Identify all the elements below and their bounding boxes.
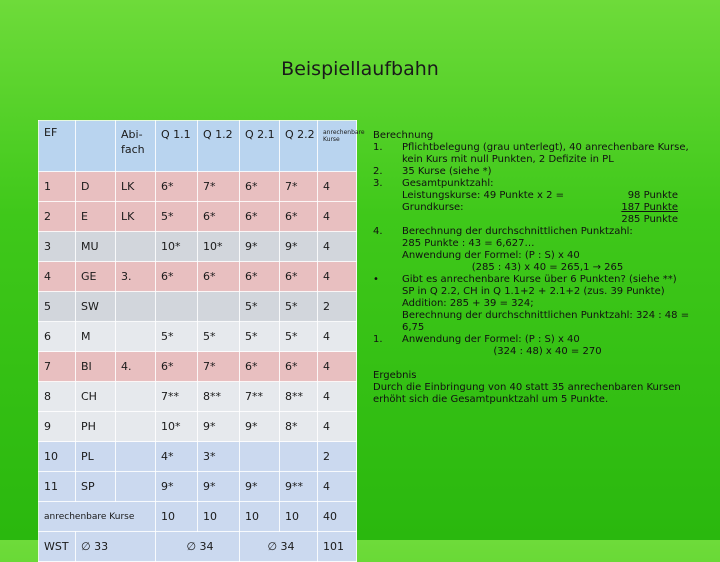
table-cell: 4.	[116, 352, 156, 382]
calc-text: Berechnung der durchschnittlichen Punktzahl:	[402, 226, 633, 237]
table-cell: 8*	[280, 412, 318, 442]
table-cell: 6*	[198, 202, 240, 232]
table-cell: ∅ 34	[240, 532, 318, 562]
table-cell: 3*	[198, 442, 240, 472]
header-ef: EF	[39, 121, 76, 172]
table-cell	[116, 412, 156, 442]
result-text: Durch die Einbringung von 40 statt 35 anrechenbaren Kursen erhöht sich die Gesamtpunktzahl um 5 Punkte.	[373, 382, 681, 405]
table-cell: 4	[318, 382, 357, 412]
table-cell: 6*	[240, 172, 280, 202]
lk-label: Leistungskurse: 49 Punkte x 2 =	[402, 190, 565, 201]
table-cell: 7*	[198, 172, 240, 202]
table-cell: 6*	[280, 352, 318, 382]
table-cell: E	[76, 202, 116, 232]
table-row	[39, 232, 357, 262]
table-cell: GE	[76, 262, 116, 292]
table-cell: WST	[39, 532, 76, 562]
table-cell: LK	[116, 202, 156, 232]
calc-line: (285 : 43) x 40 = 265,1 → 265	[471, 262, 624, 273]
table-row	[39, 442, 357, 472]
table-cell: 5	[39, 292, 76, 322]
calc-line: Berechnung der durchschnittlichen Punktzahl: 324 : 48 = 6,75	[402, 310, 690, 333]
calc-line: (324 : 48) x 40 = 270	[493, 346, 602, 357]
table-cell: 10	[280, 502, 318, 532]
table-cell: 6*	[280, 202, 318, 232]
table-cell: MU	[76, 232, 116, 262]
gk-value: 187 Punkte	[621, 202, 678, 213]
table-row	[39, 202, 357, 232]
table-cell: 5*	[280, 292, 318, 322]
table-cell: 10*	[156, 412, 198, 442]
table-cell	[240, 442, 280, 472]
table-cell: LK	[116, 172, 156, 202]
table-cell: 40	[318, 502, 357, 532]
table-cell: 9*	[198, 412, 240, 442]
table-cell: 9*	[240, 472, 280, 502]
table-cell: 6*	[240, 202, 280, 232]
table-cell: 9*	[156, 472, 198, 502]
calc-text: Pflichtbelegung (grau unterlegt), 40 anrechenbare Kurse, kein Kurs mit null Punkten, 2 Defizite in PL	[402, 142, 689, 165]
table-cell: 6*	[156, 172, 198, 202]
lk-value: 98 Punkte	[627, 190, 678, 201]
table-cell: 10	[39, 442, 76, 472]
course-table	[38, 120, 365, 562]
calc-line: SP in Q 2.2, CH in Q 1.1+2 + 2.1+2 (zus. 39 Punkte)	[402, 286, 665, 297]
table-cell: BI	[76, 352, 116, 382]
calc-text: Anwendung der Formel: (P : S) x 40	[402, 334, 580, 345]
table-cell: 4	[318, 352, 357, 382]
table-cell: 7**	[240, 382, 280, 412]
table-cell: 4	[318, 202, 357, 232]
table-header-row	[39, 121, 357, 172]
table-cell: 8**	[280, 382, 318, 412]
result-heading: Ergebnis	[373, 370, 417, 381]
table-cell: ∅ 33	[76, 532, 156, 562]
total-value: 285 Punkte	[621, 214, 678, 225]
header-q21: Q 2.1	[240, 121, 280, 172]
header-q11: Q 1.1	[156, 121, 198, 172]
page-title: Beispiellaufbahn	[281, 58, 439, 80]
calc-item-4	[373, 226, 693, 238]
table-cell: 6*	[156, 352, 198, 382]
calc-item-1	[373, 142, 693, 166]
table-cell: 8	[39, 382, 76, 412]
calc-num: 4.	[373, 226, 383, 237]
calc-gk-line	[373, 202, 693, 214]
calc-text: Gibt es anrechenbare Kurse über 6 Punkten? (siehe **)	[402, 274, 677, 285]
table-row	[39, 292, 357, 322]
calc-line: 285 Punkte : 43 = 6,627…	[402, 238, 535, 249]
table-sum-row	[39, 502, 357, 532]
course-table-body	[39, 121, 365, 562]
table-cell: CH	[76, 382, 116, 412]
table-cell: 9*	[198, 472, 240, 502]
calc-item-6	[373, 334, 693, 346]
table-cell: 10	[240, 502, 280, 532]
table-row	[39, 472, 357, 502]
table-cell: 3	[39, 232, 76, 262]
calc-text: Gesamtpunktzahl:	[402, 178, 494, 189]
gk-label: Grundkurse:	[402, 202, 464, 213]
table-cell: 6*	[156, 262, 198, 292]
table-cell: M	[76, 322, 116, 352]
table-cell	[116, 292, 156, 322]
calc-num: 1.	[373, 142, 383, 153]
table-row	[39, 382, 357, 412]
table-cell	[116, 382, 156, 412]
table-row	[39, 262, 357, 292]
table-cell: 9*	[280, 232, 318, 262]
bullet: •	[373, 274, 379, 285]
table-cell	[116, 472, 156, 502]
calc-item-2	[373, 166, 693, 178]
table-cell: 6*	[240, 262, 280, 292]
table-cell: 4	[318, 412, 357, 442]
calc-heading: Berechnung	[373, 130, 434, 141]
table-row	[39, 412, 357, 442]
table-cell: 10	[156, 502, 198, 532]
table-cell: 5*	[240, 322, 280, 352]
table-cell: D	[76, 172, 116, 202]
table-cell: 5*	[156, 202, 198, 232]
table-cell: 4	[39, 262, 76, 292]
header-q22: Q 2.2	[280, 121, 318, 172]
calc-item-3	[373, 178, 693, 190]
table-cell: 4	[318, 472, 357, 502]
table-cell: 9**	[280, 472, 318, 502]
table-row	[39, 352, 357, 382]
calc-lk-line	[373, 190, 693, 202]
table-cell: 2	[39, 202, 76, 232]
table-cell: 7*	[280, 172, 318, 202]
table-cell: 9*	[240, 232, 280, 262]
table-cell	[116, 442, 156, 472]
table-cell	[116, 322, 156, 352]
table-cell: 3.	[116, 262, 156, 292]
calc-num: 3.	[373, 178, 383, 189]
table-cell: 9*	[240, 412, 280, 442]
table-cell: 6	[39, 322, 76, 352]
table-cell: ∅ 34	[156, 532, 240, 562]
table-cell: 10*	[198, 232, 240, 262]
table-cell: 101	[318, 532, 357, 562]
table-cell: anrechenbare Kurse	[39, 502, 156, 532]
table-wst-row	[39, 532, 357, 562]
table-cell: 6*	[280, 262, 318, 292]
table-cell: 8**	[198, 382, 240, 412]
calc-num: 2.	[373, 166, 383, 177]
calc-num: 1.	[373, 334, 383, 345]
calc-text: 35 Kurse (siehe *)	[402, 166, 492, 177]
table-cell: 4	[318, 172, 357, 202]
table-cell: 7**	[156, 382, 198, 412]
table-cell	[156, 292, 198, 322]
calc-total-line	[373, 214, 693, 226]
table-cell: SW	[76, 292, 116, 322]
calc-line: Addition: 285 + 39 = 324;	[402, 298, 534, 309]
table-cell	[116, 232, 156, 262]
table-cell: 2	[318, 442, 357, 472]
calc-item-bullet	[373, 274, 693, 286]
table-cell: PH	[76, 412, 116, 442]
calc-line: Anwendung der Formel: (P : S) x 40	[402, 250, 580, 261]
table-cell: 5*	[280, 322, 318, 352]
calculation-panel	[373, 130, 693, 406]
table-cell: 4	[318, 322, 357, 352]
table-cell: 7*	[198, 352, 240, 382]
table-cell: 9	[39, 412, 76, 442]
table-cell: 10	[198, 502, 240, 532]
table-cell: 6*	[198, 262, 240, 292]
table-cell: 5*	[240, 292, 280, 322]
table-cell: 1	[39, 172, 76, 202]
header-abifach: Abi-fach	[116, 121, 156, 172]
header-anrechenbare: anrechenbare Kurse	[318, 121, 357, 172]
table-cell: 4	[318, 262, 357, 292]
table-cell: 4	[318, 232, 357, 262]
table-cell: 4*	[156, 442, 198, 472]
header-empty	[76, 121, 116, 172]
table-cell: 7	[39, 352, 76, 382]
table-cell: 5*	[198, 322, 240, 352]
header-q12: Q 1.2	[198, 121, 240, 172]
table-cell: 11	[39, 472, 76, 502]
table-cell	[198, 292, 240, 322]
table-cell: 6*	[240, 352, 280, 382]
table-cell	[280, 442, 318, 472]
table-cell: SP	[76, 472, 116, 502]
table-row	[39, 322, 357, 352]
table-row	[39, 172, 357, 202]
table-cell: 10*	[156, 232, 198, 262]
table-cell: 5*	[156, 322, 198, 352]
table-cell: 2	[318, 292, 357, 322]
table-cell: PL	[76, 442, 116, 472]
